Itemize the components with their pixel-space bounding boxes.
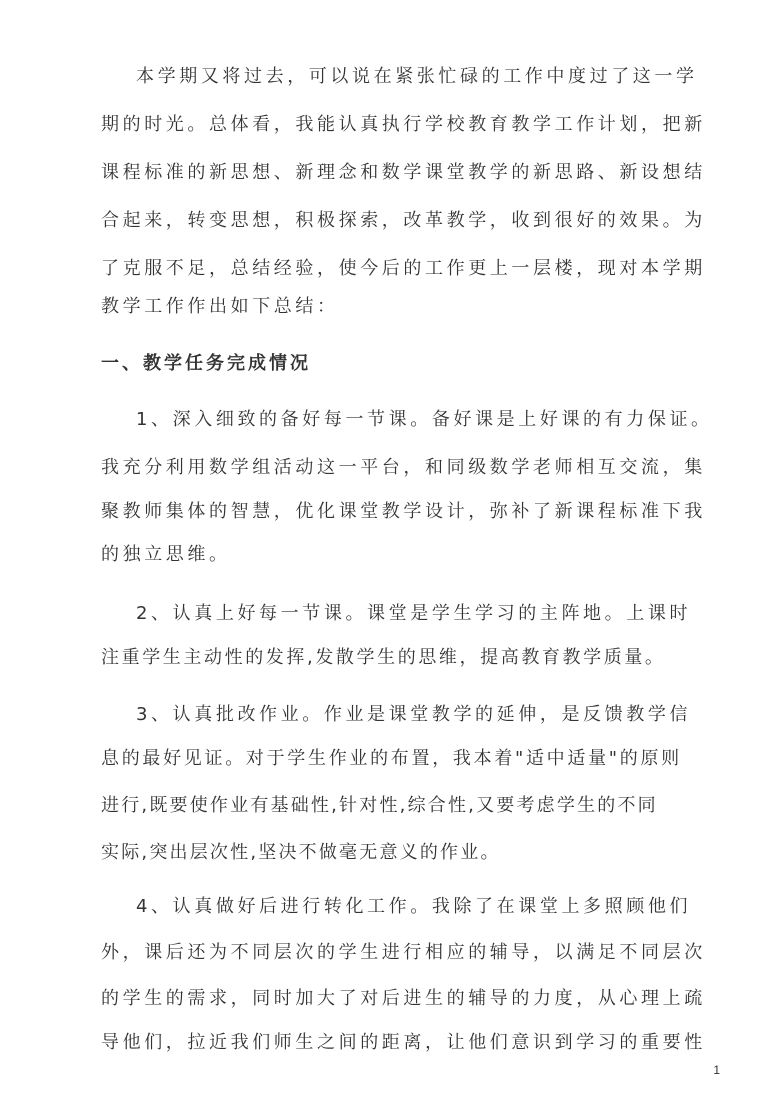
- paragraph-line: 3、认真批改作业。作业是课堂教学的延伸，是反馈教学信: [136, 704, 692, 725]
- paragraph-line: 期的时光。总体看，我能认真执行学校教育教学工作计划，把新: [101, 114, 706, 135]
- paragraph-line: 注重学生主动性的发挥,发散学生的思维，提高教育教学质量。: [101, 647, 666, 668]
- paragraph-line: 聚教师集体的智慧，优化课堂教学设计，弥补了新课程标准下我: [101, 501, 706, 522]
- paragraph-line: 4、认真做好后进行转化工作。我除了在课堂上多照顾他们: [136, 896, 692, 917]
- paragraph-line: 我充分利用数学组活动这一平台，和同级数学老师相互交流，集: [101, 457, 706, 478]
- paragraph-line: 进行,既要使作业有基础性,针对性,综合性,又要考虑学生的不同: [101, 795, 658, 816]
- paragraph-line: 外，课后还为不同层次的学生进行相应的辅导，以满足不同层次: [101, 942, 706, 963]
- paragraph-line: 了克服不足，总结经验，使今后的工作更上一层楼，现对本学期: [101, 258, 706, 279]
- paragraph-line: 课程标准的新思想、新理念和数学课堂教学的新思路、新设想结: [101, 162, 706, 183]
- paragraph-line: 息的最好见证。对于学生作业的布置，我本着"适中适量"的原则: [101, 748, 682, 769]
- paragraph-line: 2、认真上好每一节课。课堂是学生学习的主阵地。上课时: [136, 603, 692, 624]
- paragraph-line: 合起来，转变思想，积极探索，改革教学，收到很好的效果。为: [101, 210, 706, 231]
- paragraph-line: 本学期又将过去，可以说在紧张忙碌的工作中度过了这一学: [136, 66, 698, 87]
- paragraph-line: 的学生的需求，同时加大了对后进生的辅导的力度，从心理上疏: [101, 988, 706, 1009]
- paragraph-line: 教学工作作出如下总结：: [101, 296, 339, 317]
- section-heading: 一、教学任务完成情况: [101, 353, 311, 374]
- paragraph-line: 1、深入细致的备好每一节课。备好课是上好课的有力保证。: [136, 409, 713, 430]
- page-number: 1: [713, 1063, 720, 1077]
- paragraph-line: 导他们，拉近我们师生之间的距离，让他们意识到学习的重要性: [101, 1032, 706, 1053]
- paragraph-line: 的独立思维。: [101, 544, 231, 565]
- paragraph-line: 实际,突出层次性,坚决不做毫无意义的作业。: [101, 842, 501, 863]
